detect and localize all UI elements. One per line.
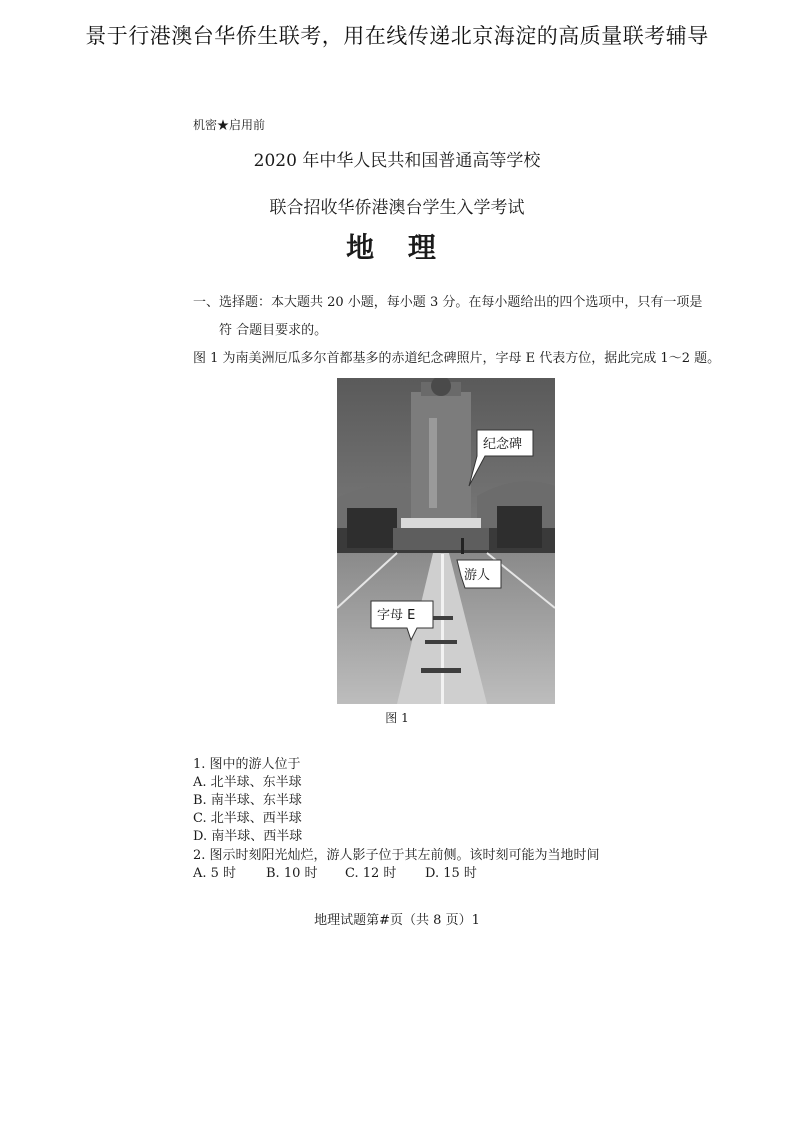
exam-title-line2: 联合招收华侨港澳台学生入学考试 <box>269 198 525 218</box>
figure-intro: 图 1 为南美洲厄瓜多尔首都基多的赤道纪念碑照片，字母 E 代表方位，据此完成 1～2 题。 <box>193 351 721 366</box>
figure-caption: 图 1 <box>385 711 409 725</box>
question-1-stem: 1. 图中的游人位于 <box>193 757 301 772</box>
subject-title: 地 理 <box>346 231 448 264</box>
question-1-option-a: A. 北半球、东半球 <box>193 775 302 790</box>
question-2-option-c: C. 12 时 <box>345 866 397 881</box>
question-2-stem: 2. 图示时刻阳光灿烂，游人影子位于其左前侧。该时刻可能为当地时间 <box>193 848 600 863</box>
question-2-option-d: D. 15 时 <box>425 866 477 881</box>
section-heading-line2: 符 合题目要求的。 <box>219 323 328 338</box>
callout-monument: 纪念碑 <box>483 437 523 452</box>
section-heading-line1: 一、选择题：本大题共 20 小题，每小题 3 分。在每小题给出的四个选项中，只有一项是 <box>193 295 703 310</box>
question-2-option-b: B. 10 时 <box>266 866 318 881</box>
question-1-option-c: C. 北半球、西半球 <box>193 811 302 826</box>
confidential-mark: 机密★启用前 <box>193 118 266 132</box>
page-footer: 地理试题第#页（共 8 页）1 <box>314 913 480 928</box>
callout-visitor: 游人 <box>464 568 491 583</box>
question-1-option-b: B. 南半球、东半球 <box>193 793 302 808</box>
site-banner: 景于行港澳台华侨生联考，用在线传递北京海淀的高质量联考辅导 <box>85 24 709 48</box>
question-1-option-d: D. 南半球、西半球 <box>193 829 303 844</box>
question-2-option-a: A. 5 时 <box>193 866 237 881</box>
callout-letter: 字母 E <box>377 608 416 623</box>
exam-title-line1: 2020 年中华人民共和国普通高等学校 <box>253 151 541 171</box>
equator-monument-photo <box>337 378 555 704</box>
